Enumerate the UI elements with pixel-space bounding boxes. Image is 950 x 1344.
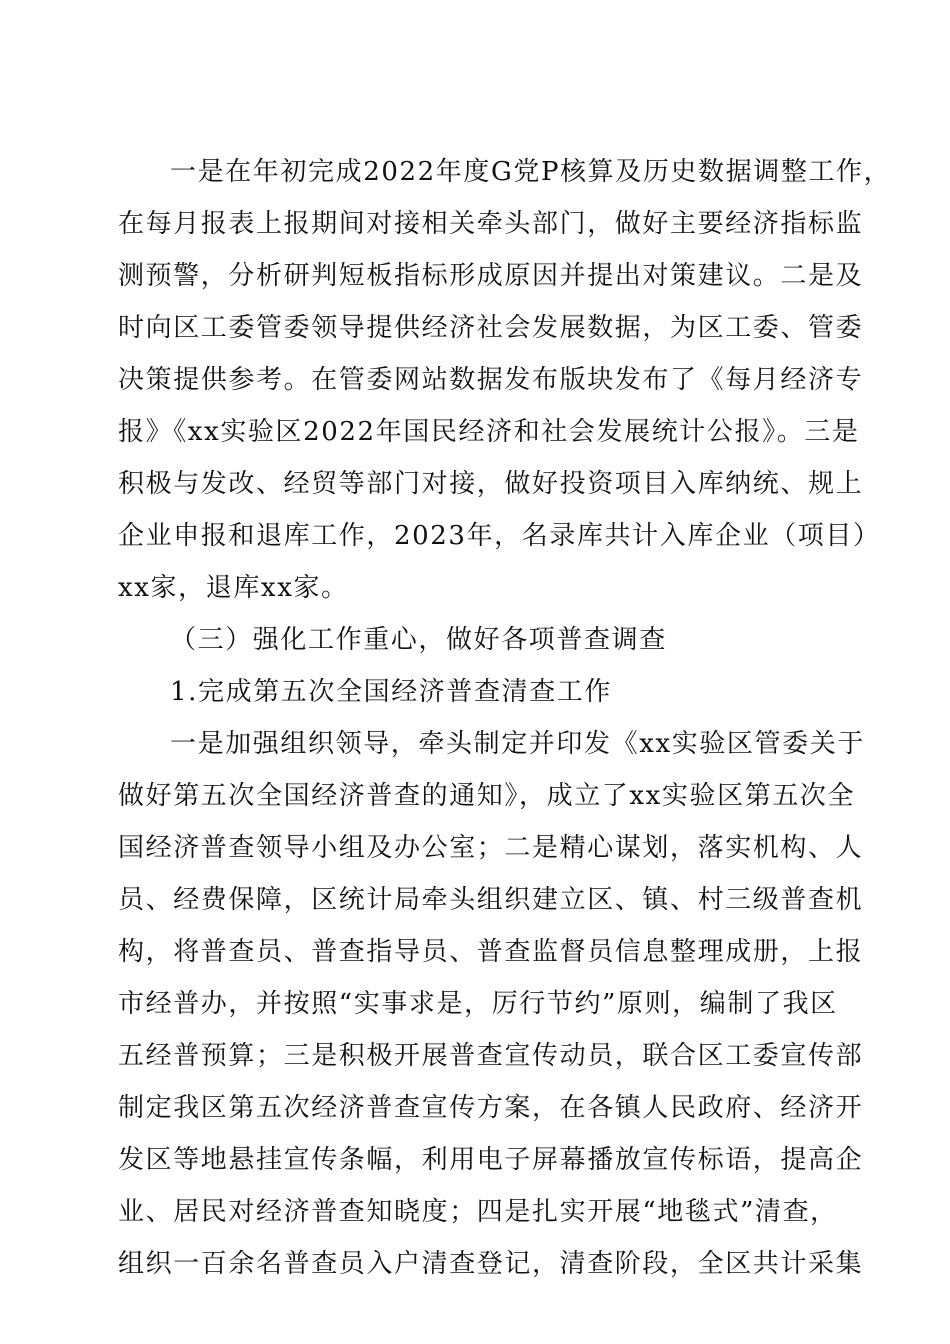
text-line: 制定我区第五次经济普查宣传方案，在各镇人民政府、经济开 [118, 1093, 864, 1123]
text-line: 构，将普查员、普查指导员、普查监督员信息整理成册，上报 [118, 937, 864, 967]
section-heading: （三）强化工作重心，做好各项普查调查 [170, 625, 667, 655]
text-line: 测预警，分析研判短板指标形成原因并提出对策建议。二是及 [118, 261, 864, 291]
text-line: 企业申报和退库工作，2023年，名录库共计入库企业（项目） [118, 521, 881, 551]
text-line: 时向区工委管委领导提供经济社会发展数据，为区工委、管委 [118, 313, 864, 343]
subsection-heading: 1.完成第五次全国经济普查清查工作 [170, 677, 613, 707]
text-line: xx家，退库xx家。 [118, 573, 349, 603]
text-line: 决策提供参考。在管委网站数据发布版块发布了《每月经济专 [118, 365, 864, 395]
text-line: 报》《xx实验区2022年国民经济和社会发展统计公报》。三是 [118, 417, 860, 447]
text-line: 在每月报表上报期间对接相关牵头部门，做好主要经济指标监 [118, 209, 864, 239]
text-line: 国经济普查领导小组及办公室；二是精心谋划，落实机构、人 [118, 833, 864, 863]
text-line: 一是加强组织领导，牵头制定并印发《xx实验区管委关于 [170, 729, 865, 759]
text-line: 积极与发改、经贸等部门对接，做好投资项目入库纳统、规上 [118, 469, 864, 499]
text-line: 发区等地悬挂宣传条幅，利用电子屏幕播放宣传标语，提高企 [118, 1145, 864, 1175]
text-line: 市经普办，并按照“实事求是，厉行节约”原则，编制了我区 [118, 989, 838, 1019]
text-line: 员、经费保障，区统计局牵头组织建立区、镇、村三级普查机 [118, 885, 864, 915]
text-line: 做好第五次全国经济普查的通知》，成立了xx实验区第五次全 [118, 781, 856, 811]
text-line: 业、居民对经济普查知晓度；四是扎实开展“地毯式”清查， [118, 1197, 838, 1227]
paragraph-data-work [118, 146, 892, 614]
text-line: 五经普预算；三是积极开展普查宣传动员，联合区工委宣传部 [118, 1041, 864, 1071]
text-line: 组织一百余名普查员入户清查登记，清查阶段，全区共计采集 [118, 1249, 864, 1279]
text-line: 一是在年初完成2022年度G党P核算及历史数据调整工作， [170, 157, 892, 187]
paragraph-census-work [118, 718, 865, 1290]
